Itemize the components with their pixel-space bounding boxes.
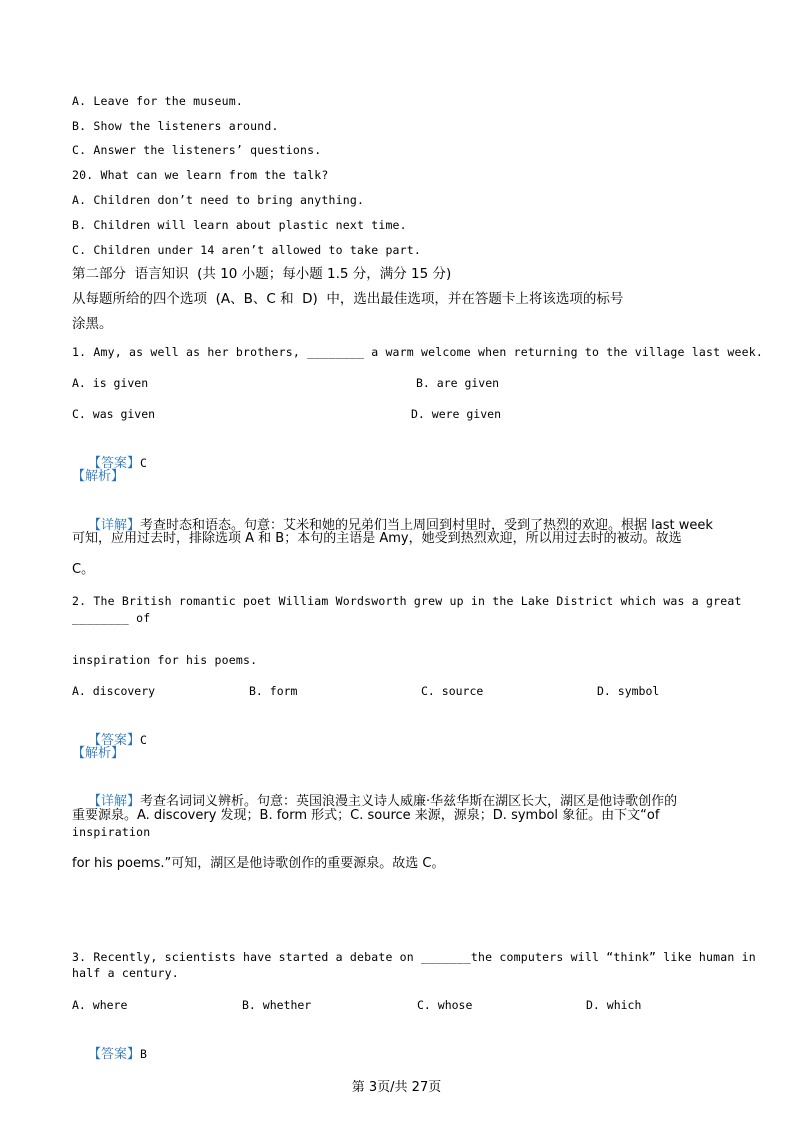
question-2-option-b: B. form bbox=[249, 684, 298, 698]
question-20-option-a: A. Children don’t need to bring anything. bbox=[72, 193, 365, 207]
question-2-stem-cont: inspiration for his poems. bbox=[72, 653, 258, 667]
detail-text: 可知，应用过去时，排除选项 A 和 B；本句的主语是 Amy，她受到热烈欢迎，所以用过去时的被动。故选 bbox=[72, 531, 682, 546]
detail-text: C。 bbox=[72, 562, 95, 577]
option-a: A. Leave for the museum. bbox=[72, 94, 243, 108]
question-3-option-d: D. which bbox=[586, 998, 642, 1012]
detail-text: for his poems.”可知，湖区是他诗歌创作的重要源泉。故选 C。 bbox=[72, 856, 445, 871]
question-3-option-b: B. whether bbox=[242, 998, 312, 1012]
analysis-tag: 【解析】 bbox=[72, 746, 125, 761]
detail-text: 考查时态和语态。句意：艾米和她的兄弟们当上周回到村里时，受到了热烈的欢迎。根据 last week bbox=[140, 518, 713, 533]
question-3-stem: 3. Recently, scientists have started a debate on _______the computers will “think” like human in bbox=[72, 950, 756, 964]
detail-text: inspiration bbox=[72, 825, 151, 839]
question-2-stem: 2. The British romantic poet William Wordsworth grew up in the Lake District which was a great bbox=[72, 594, 742, 608]
question-3-stem-cont: half a century. bbox=[72, 966, 179, 980]
question-3-option-a: A. where bbox=[72, 998, 128, 1012]
section-heading: 第二部分 语言知识 (共 10 小题；每小题 1.5 分，满分 15 分) bbox=[72, 266, 452, 282]
question-20-option-b: B. Children will learn about plastic next time. bbox=[72, 218, 407, 232]
option-b: B. Show the listeners around. bbox=[72, 119, 279, 133]
answer-value: B bbox=[140, 1047, 148, 1061]
question-1-option-b: B. are given bbox=[416, 376, 500, 390]
question-1-option-a: A. is given bbox=[72, 376, 149, 390]
question-1-option-d: D. were given bbox=[411, 407, 502, 421]
option-c: C. Answer the listeners’ questions. bbox=[72, 143, 322, 157]
question-2-option-d: D. symbol bbox=[597, 684, 660, 698]
detail-text: 考查名词词义辨析。句意：英国浪漫主义诗人威廉·华兹华斯在湖区长大，湖区是他诗歌创作的 bbox=[140, 794, 678, 809]
question-20-stem: 20. What can we learn from the talk? bbox=[72, 168, 329, 182]
page-number: 第 3页/共 27页 bbox=[351, 1080, 442, 1095]
detail-tag: 【详解】 bbox=[88, 794, 141, 809]
section-instruction-cont: 涂黑。 bbox=[72, 316, 113, 332]
question-2-stem-cont: ________ of bbox=[72, 611, 151, 625]
analysis-tag: 【解析】 bbox=[72, 469, 125, 484]
answer-value: C bbox=[140, 733, 148, 747]
detail-tag: 【详解】 bbox=[88, 518, 141, 533]
question-20-option-c: C. Children under 14 aren’t allowed to take part. bbox=[72, 243, 422, 257]
question-1-stem: 1. Amy, as well as her brothers, ________ a warm welcome when returning to the village last week. bbox=[72, 345, 763, 359]
question-3-answer bbox=[72, 1030, 147, 1078]
question-2-option-a: A. discovery bbox=[72, 684, 156, 698]
answer-value: C bbox=[140, 456, 148, 470]
answer-tag: 【答案】 bbox=[88, 733, 141, 748]
question-1-option-c: C. was given bbox=[72, 407, 156, 421]
question-2-option-c: C. source bbox=[421, 684, 484, 698]
section-instruction: 从每题所给的四个选项 (A、B、C 和 D) 中，选出最佳选项，并在答题卡上将该选项的标号 bbox=[72, 291, 624, 307]
detail-text: 重要源泉。A. discovery 发现；B. form 形式；C. source 来源，源泉；D. symbol 象征。由下文“of bbox=[72, 808, 660, 823]
question-3-option-c: C. whose bbox=[417, 998, 473, 1012]
answer-tag: 【答案】 bbox=[88, 1047, 141, 1062]
answer-tag: 【答案】 bbox=[88, 456, 141, 471]
